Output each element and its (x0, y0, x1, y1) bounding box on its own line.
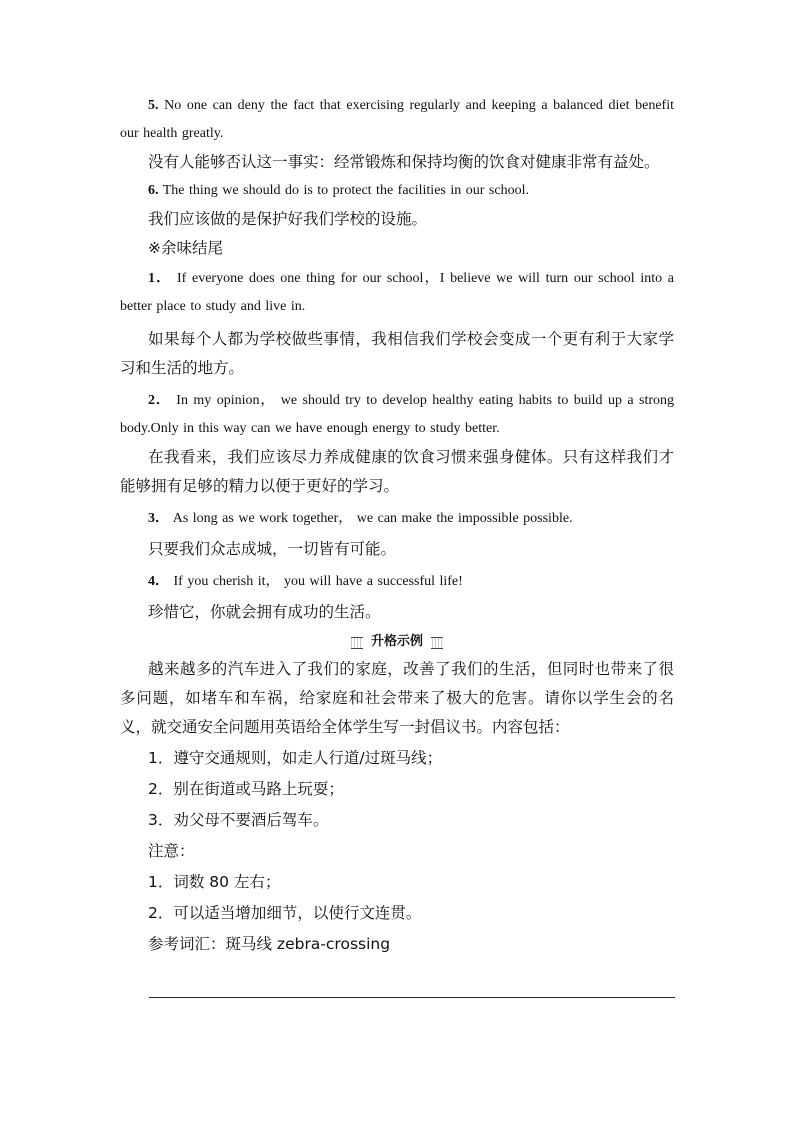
document-body (120, 92, 674, 959)
sentence-6-zh: 我们应该做的是保护好我们学校的设施。 (148, 210, 428, 228)
task-point: 2．别在街道或马路上玩耍； (148, 780, 344, 798)
ending-3-number: 3． (148, 511, 169, 526)
ending-1-zh: 如果每个人都为学校做些事情，我相信我们学校会变成一个更有利于大家学习和生活的地方。 (120, 330, 674, 377)
ending-4-text: If you cherish it， you will have a successful life! (173, 574, 463, 589)
answer-line (149, 997, 675, 998)
ending-4-zh: 珍惜它，你就会拥有成功的生活。 (148, 603, 381, 621)
task-vocab: 参考词汇：斑马线 zebra-crossing (148, 935, 391, 953)
task-point: 1．遵守交通规则，如走人行道/过斑马线； (148, 749, 443, 767)
ending-4-number: 4． (148, 574, 169, 589)
ending-heading: ※余味结尾 (148, 239, 223, 257)
ending-1-text: If everyone does one thing for our school，I believe we will turn our school into a better place to study and live in. (120, 271, 675, 314)
ending-3-text: As long as we work together， we can make the impossible possible. (172, 511, 573, 526)
sentence-5-text: No one can deny the fact that exercising regularly and keeping a balanced diet benefit our health greatly. (120, 98, 674, 141)
sentence-5-en (120, 92, 674, 148)
ending-2-text: In my opinion， we should try to develop healthy eating habits to build up a strong body.Only in this way can we have enough energy to study better. (120, 393, 675, 436)
task-note: 2．可以适当增加细节，以使行文连贯。 (148, 904, 422, 922)
sentence-5-zh: 没有人能够否认这一事实：经常锻炼和保持均衡的饮食对健康非常有益处。 (148, 153, 660, 171)
section-label-text: 升格示例 (363, 633, 431, 651)
ending-4-en (120, 568, 674, 596)
task-note: 1．词数 80 左右； (148, 873, 281, 891)
ending-1-en (120, 265, 674, 321)
sentence-6-number: 6. (148, 183, 159, 198)
sentence-5-number: 5. (148, 98, 159, 113)
task-point: 3．劝父母不要酒后驾车。 (148, 811, 329, 829)
ending-1-number: 1． (148, 271, 172, 286)
sentence-6-en (120, 177, 674, 205)
ending-2-en (120, 387, 674, 443)
task-intro: 越来越多的汽车进入了我们的家庭，改善了我们的生活，但同时也带来了很多问题，如堵车和车祸，给家庭和社会带来了极大的危害。请你以学生会的名义，就交通安全问题用英语给全体学生写一封倡议书。内容包括： (120, 660, 674, 736)
ending-3-en (120, 505, 674, 533)
ending-2-zh: 在我看来，我们应该尽力养成健康的饮食习惯来强身健体。只有这样我们才能够拥有足够的精力以便于更好的学习。 (120, 448, 674, 495)
task-note-title: 注意： (148, 842, 195, 860)
ending-3-zh: 只要我们众志成城，一切皆有可能。 (148, 540, 397, 558)
sentence-6-text: The thing we should do is to protect the facilities in our school. (162, 183, 529, 198)
section-label-upgrade-example (351, 633, 443, 651)
ending-2-number: 2． (148, 393, 171, 408)
